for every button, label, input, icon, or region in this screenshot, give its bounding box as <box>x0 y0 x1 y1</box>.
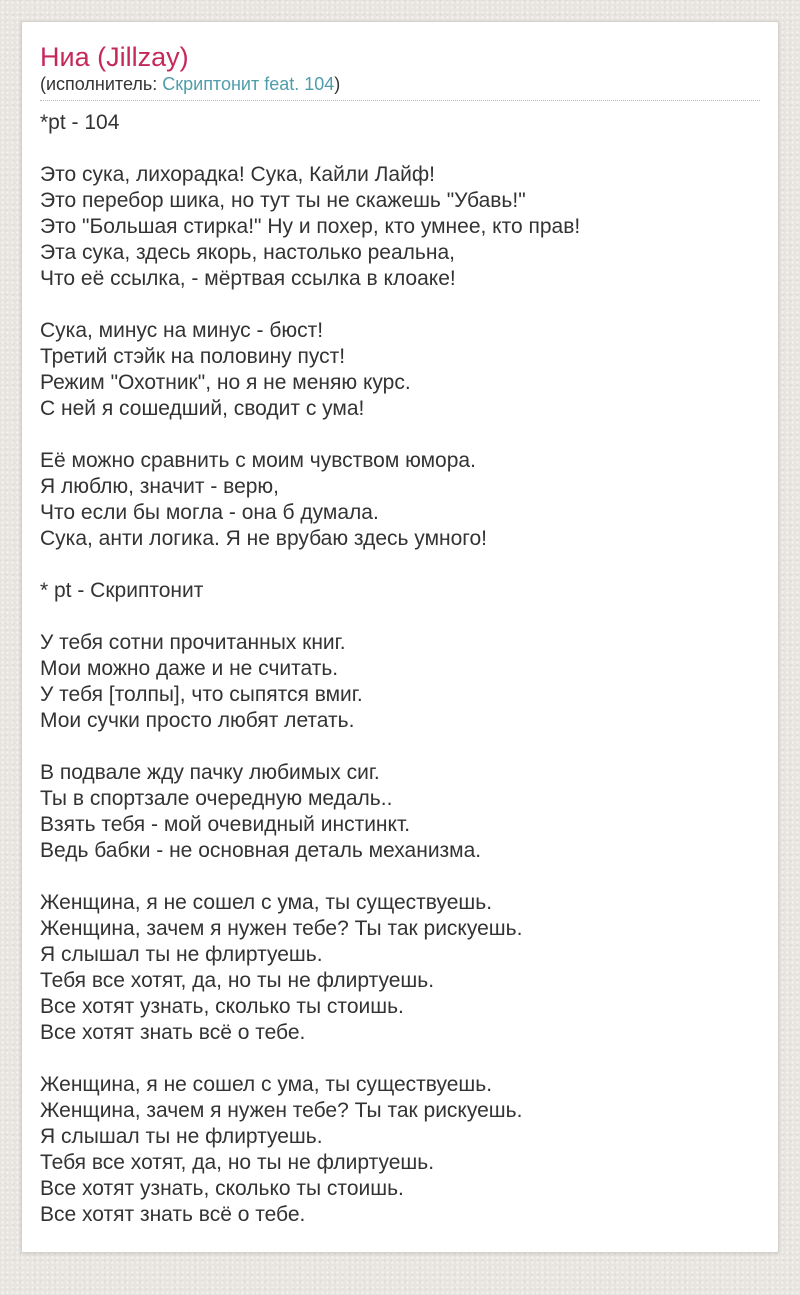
lyrics-text <box>40 101 760 1228</box>
lyrics-card <box>21 21 779 1253</box>
lyric-stanza <box>40 578 760 604</box>
lyric-line: Все хотят знать всё о тебе. <box>40 1203 306 1226</box>
lyric-line: *pt - 104 <box>40 111 120 134</box>
page-background <box>0 21 800 1295</box>
artist-label-prefix: (исполнитель: <box>40 74 163 94</box>
lyric-line: Режим "Охотник", но я не меняю курс. <box>40 371 411 394</box>
lyric-line: Женщина, я не сошел с ума, ты существуешь. <box>40 1073 493 1096</box>
lyric-line: Эта сука, здесь якорь, настолько реальна, <box>40 241 455 264</box>
lyric-line: Это "Большая стирка!" Ну и похер, кто умнее, кто прав! <box>40 215 581 238</box>
lyric-line: Взять тебя - мой очевидный инстинкт. <box>40 813 411 836</box>
lyric-line: Мои сучки просто любят летать. <box>40 709 355 732</box>
lyric-line: Что если бы могла - она б думала. <box>40 501 379 524</box>
lyric-line: С ней я сошедший, сводит с ума! <box>40 397 365 420</box>
lyric-line: У тебя сотни прочитанных книг. <box>40 631 346 654</box>
lyric-line: Все хотят знать всё о тебе. <box>40 1021 306 1044</box>
lyric-line: Это перебор шика, но тут ты не скажешь "Убавь!" <box>40 189 526 212</box>
artist-label-suffix: ) <box>334 74 341 94</box>
lyric-line: Женщина, зачем я нужен тебе? Ты так рискуешь. <box>40 1099 523 1122</box>
lyric-line: Её можно сравнить с моим чувством юмора. <box>40 449 476 472</box>
lyric-line: Я слышал ты не флиртуешь. <box>40 1125 323 1148</box>
lyric-line: Все хотят узнать, сколько ты стоишь. <box>40 995 404 1018</box>
lyric-line: Ты в спортзале очередную медаль.. <box>40 787 393 810</box>
lyric-line: Женщина, я не сошел с ума, ты существуешь. <box>40 891 493 914</box>
page-title: Ниа (Jillzay) <box>40 42 189 72</box>
lyric-line: Ведь бабки - не основная деталь механизма. <box>40 839 482 862</box>
lyric-stanza <box>40 110 760 136</box>
lyric-line: Я люблю, значит - верю, <box>40 475 280 498</box>
lyric-line: Сука, анти логика. Я не врубаю здесь умного! <box>40 527 487 550</box>
lyric-line: Сука, минус на минус - бюст! <box>40 319 324 342</box>
lyric-stanza <box>40 760 760 864</box>
lyric-line: В подвале жду пачку любимых сиг. <box>40 761 380 784</box>
lyric-line: Женщина, зачем я нужен тебе? Ты так рискуешь. <box>40 917 523 940</box>
artist-line <box>40 72 760 101</box>
lyric-stanza <box>40 318 760 422</box>
artist-link[interactable]: Скриптонит feat. 104 <box>162 74 335 94</box>
lyric-line: Все хотят узнать, сколько ты стоишь. <box>40 1177 404 1200</box>
lyric-stanza <box>40 630 760 734</box>
lyric-stanza <box>40 448 760 552</box>
lyric-line: Третий стэйк на половину пуст! <box>40 345 346 368</box>
lyric-stanza <box>40 890 760 1046</box>
lyric-line: У тебя [толпы], что сыпятся вмиг. <box>40 683 363 706</box>
lyric-line: Я слышал ты не флиртуешь. <box>40 943 323 966</box>
lyric-line: * pt - Скриптонит <box>40 579 204 602</box>
lyric-stanza <box>40 1072 760 1228</box>
lyric-line: Это сука, лихорадка! Сука, Кайли Лайф! <box>40 163 435 186</box>
lyric-stanza <box>40 162 760 292</box>
lyric-line: Что её ссылка, - мёртвая ссылка в клоаке! <box>40 267 456 290</box>
lyric-line: Мои можно даже и не считать. <box>40 657 339 680</box>
lyric-line: Тебя все хотят, да, но ты не флиртуешь. <box>40 1151 435 1174</box>
lyric-line: Тебя все хотят, да, но ты не флиртуешь. <box>40 969 435 992</box>
